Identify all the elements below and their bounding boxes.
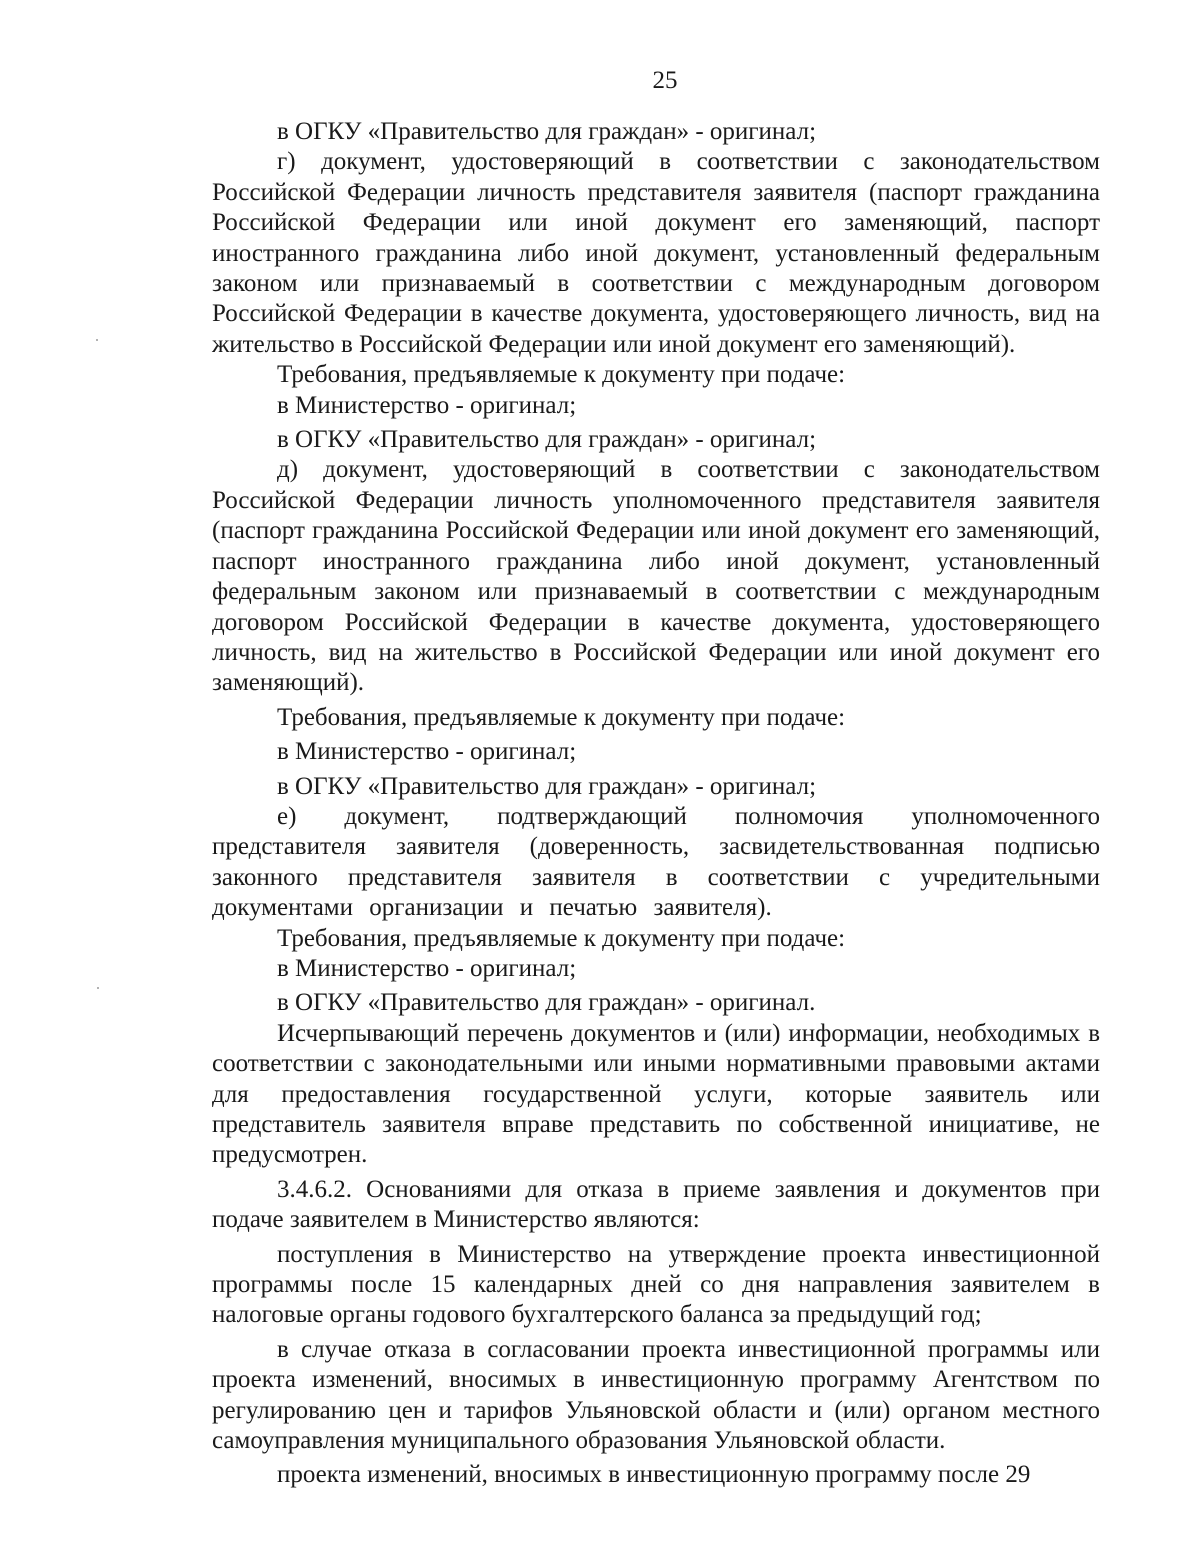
paragraph-ministry-original-2: в Министерство - оригинал; — [277, 738, 577, 766]
paragraph-refusal-reason-3: проекта изменений, вносимых в инвестиционную программу после 29 — [277, 1461, 1031, 1489]
paragraph-refusal-reason-1: поступления в Министерство на утверждение проекта инвестиционной программы после 15 календарных дней со дня направления заявителем в налоговые органы годового бухгалтерского баланса за предыдущий год; — [212, 1240, 1100, 1329]
paragraph-ministry-original-3: в Министерство - оригинал; — [277, 954, 577, 982]
scan-speck — [97, 987, 99, 989]
scan-speck — [96, 339, 98, 341]
paragraph-item-g: г) документ, удостоверяющий в соответствии с законодательством Российской Федерации личность представителя заявителя (паспорт гражданина Российской Федерации или иной документ его заменяющий, паспорт иностранного гражданина либо иной документ, установленный федеральным законом или признаваемый в соответствии с международным договором Российской Федерации в качестве документа, удостоверяющего личность, вид на жительство в Российской Федерации или иной документ его заменяющий). — [212, 148, 1100, 358]
paragraph-item-e: е) документ, подтверждающий полномочия уполномоченного представителя заявителя (доверенность, засвидетельствованная подписью законного представителя заявителя в соответствии с учредительными документами организации и печатью заявителя). — [212, 802, 1100, 922]
paragraph-original-ogku-1: в ОГКУ «Правительство для граждан» - оригинал; — [277, 118, 817, 145]
paragraph-original-ogku-4: в ОГКУ «Правительство для граждан» - оригинал. — [277, 989, 816, 1017]
paragraph-refusal-reason-2: в случае отказа в согласовании проекта инвестиционной программы или проекта изменений, вносимых в инвестиционную программу Агентством по регулированию цен и тарифов Ульяновской области и (или) органом местного самоуправления муниципального образования Ульяновской области. — [212, 1335, 1100, 1455]
paragraph-original-ogku-2: в ОГКУ «Правительство для граждан» - оригинал; — [277, 426, 817, 454]
page-number: 25 — [652, 67, 678, 94]
paragraph-section-3-4-6-2: 3.4.6.2. Основаниями для отказа в приеме заявления и документов при подаче заявителем в Министерство являются: — [212, 1175, 1100, 1234]
paragraph-requirements-2: Требования, предъявляемые к документу при подаче: — [277, 703, 846, 731]
paragraph-ministry-original-1: в Министерство - оригинал; — [277, 391, 577, 419]
paragraph-requirements-3: Требования, предъявляемые к документу при подаче: — [277, 924, 846, 952]
paragraph-original-ogku-3: в ОГКУ «Правительство для граждан» - оригинал; — [277, 772, 817, 800]
document-body — [212, 117, 1100, 1491]
paragraph-item-d: д) документ, удостоверяющий в соответствии с законодательством Российской Федерации личность уполномоченного представителя заявителя (паспорт гражданина Российской Федерации или иной документ его заменяющий, паспорт иностранного гражданина либо иной документ, установленный федеральным законом или признаваемый в соответствии с международным договором Российской Федерации в качестве документа, удостоверяющего личность, вид на жительство в Российской Федерации или иной документ его заменяющий). — [212, 456, 1100, 697]
paragraph-exhaustive-list: Исчерпывающий перечень документов и (или) информации, необходимых в соответствии с законодательными или иными нормативными правовыми актами для предоставления государственной услуги, которые заявитель или представитель заявителя вправе представить по собственной инициативе, не предусмотрен. — [212, 1019, 1100, 1169]
paragraph-requirements-1: Требования, предъявляемые к документу при подаче: — [277, 361, 846, 389]
